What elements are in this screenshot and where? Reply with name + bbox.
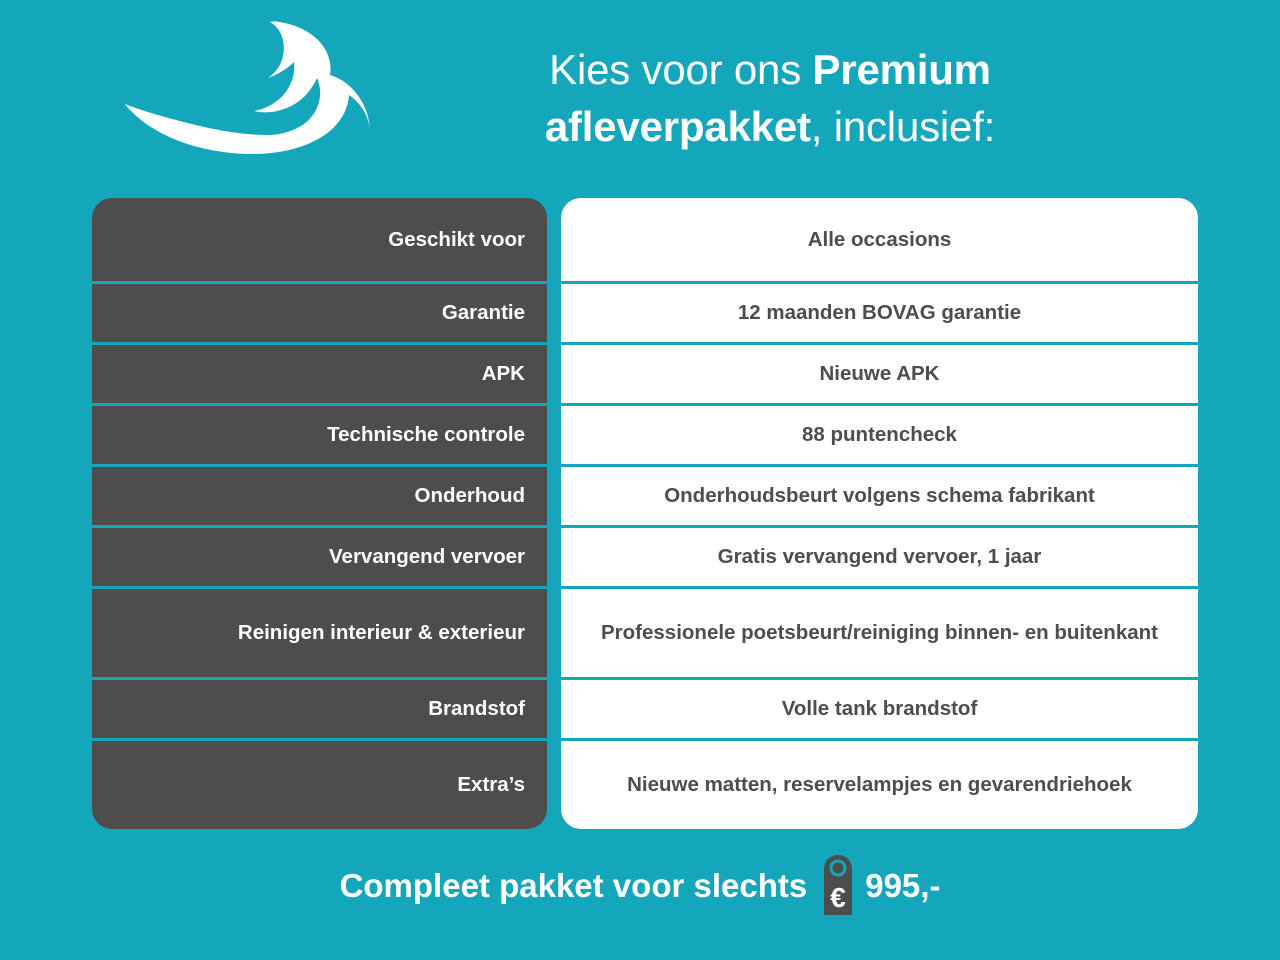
table-row [92, 284, 1198, 342]
row-value: Onderhoudsbeurt volgens schema fabrikant [561, 467, 1198, 525]
row-value: Volle tank brandstof [561, 680, 1198, 738]
table-row [92, 345, 1198, 403]
row-value: Gratis vervangend vervoer, 1 jaar [561, 528, 1198, 586]
table-row [92, 680, 1198, 738]
row-value: 88 puntencheck [561, 406, 1198, 464]
row-value: Nieuwe matten, reservelampjes en gevarendriehoek [561, 741, 1198, 829]
row-label: Onderhoud [92, 467, 547, 525]
row-value: Professionele poetsbeurt/reiniging binnen- en buitenkant [561, 589, 1198, 677]
price-value: 995,- [865, 867, 941, 904]
row-label: Brandstof [92, 680, 547, 738]
headline-suffix: , inclusief: [810, 102, 996, 150]
table-row [92, 198, 1198, 281]
row-value: Nieuwe APK [561, 345, 1198, 403]
headline-bold-2: afleverpakket [544, 102, 811, 150]
table-row [92, 589, 1198, 677]
price-tag-icon [817, 855, 859, 917]
row-value: Alle occasions [561, 198, 1198, 281]
headline-bold-1: Premium [812, 46, 991, 93]
row-label: Technische controle [92, 406, 547, 464]
package-table [92, 198, 1198, 829]
row-label: Extra’s [92, 741, 547, 829]
row-label: Reinigen interieur & exterieur [92, 589, 547, 677]
row-label: Geschikt voor [92, 198, 547, 281]
table-row [92, 741, 1198, 829]
row-value: 12 maanden BOVAG garantie [561, 284, 1198, 342]
header [0, 0, 1280, 190]
footer-text: Compleet pakket voor slechts [339, 867, 808, 904]
row-label: Garantie [92, 284, 547, 342]
row-label: Vervangend vervoer [92, 528, 547, 586]
row-label: APK [92, 345, 547, 403]
bird-logo [118, 18, 388, 178]
page-title [420, 42, 1120, 155]
table-row [92, 528, 1198, 586]
table-row [92, 467, 1198, 525]
headline-prefix: Kies voor ons [549, 46, 813, 93]
table-row [92, 406, 1198, 464]
footer-price-line [0, 855, 1280, 917]
currency-symbol: € [830, 882, 847, 913]
